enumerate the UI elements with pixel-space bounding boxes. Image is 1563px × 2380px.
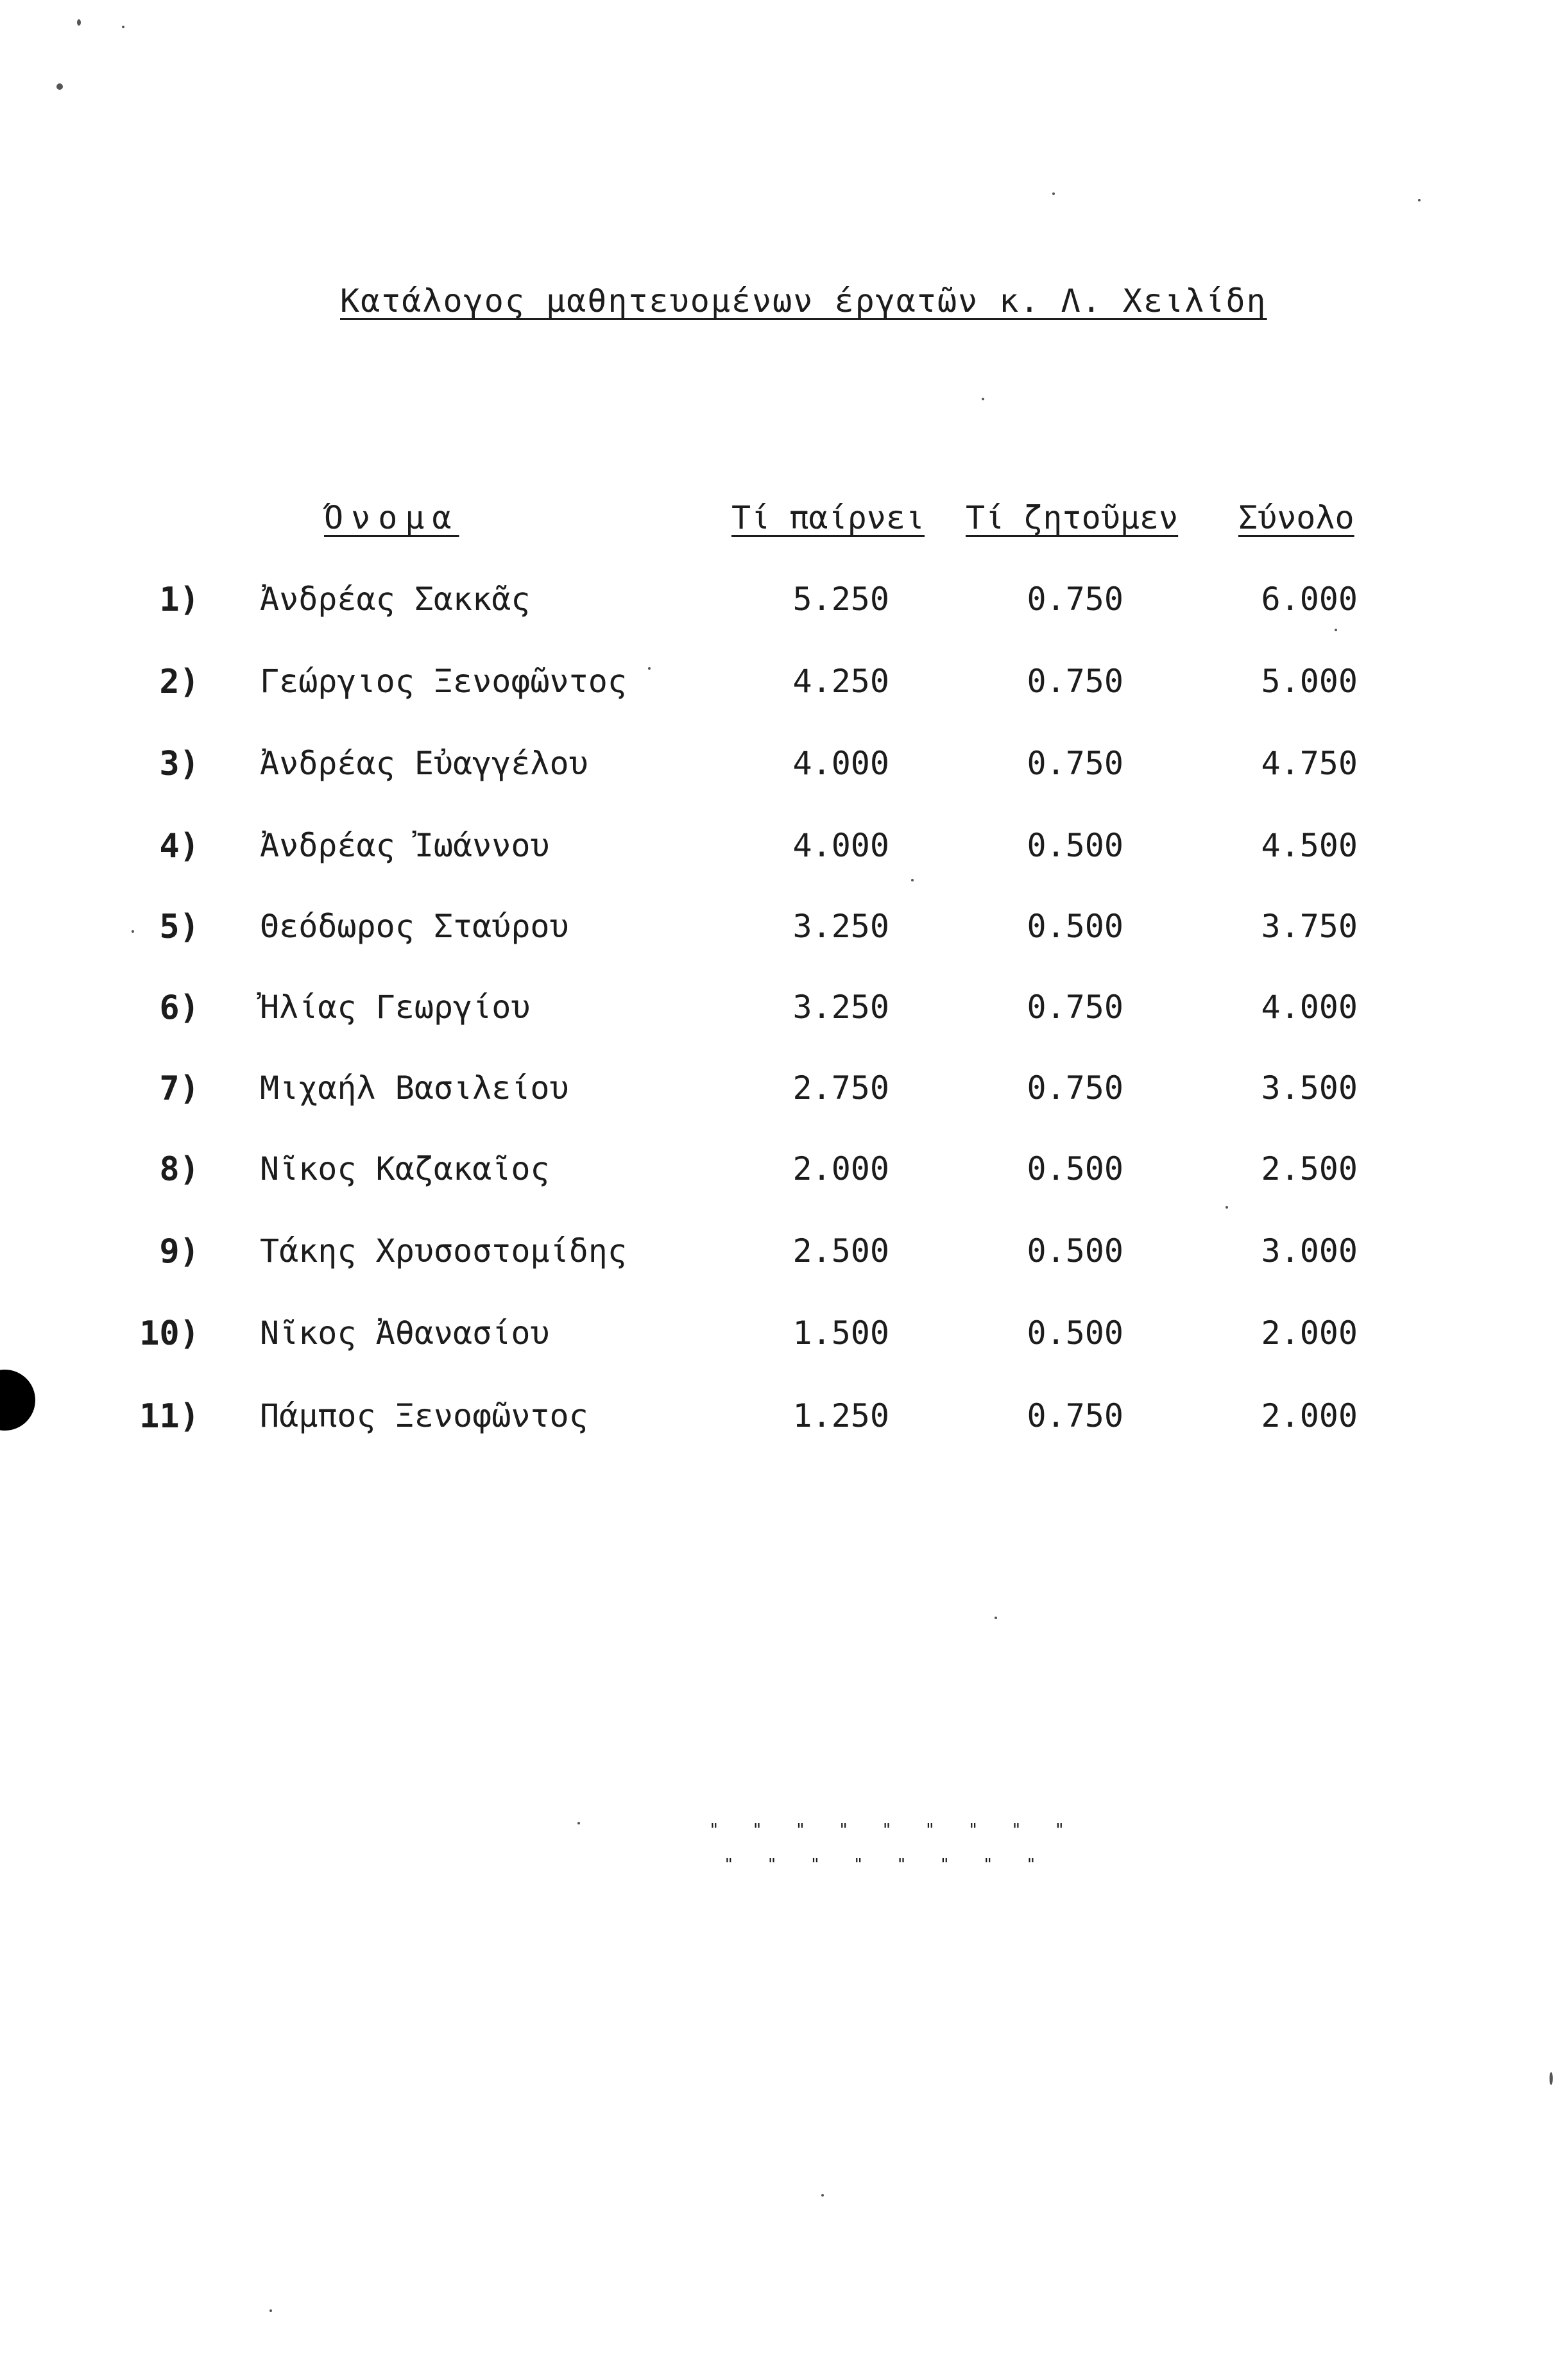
row-number: 11) bbox=[139, 1397, 200, 1436]
row-number: 7) bbox=[159, 1069, 200, 1108]
speck bbox=[56, 83, 63, 90]
column-header-gets: Τί παίρνει bbox=[731, 499, 925, 536]
total-value: 5.000 bbox=[1261, 663, 1358, 700]
ask-value: 0.750 bbox=[1027, 989, 1123, 1026]
table-row bbox=[0, 745, 1563, 796]
row-number: 4) bbox=[159, 827, 200, 865]
total-value: 3.000 bbox=[1261, 1232, 1358, 1270]
speck bbox=[77, 19, 81, 26]
gets-value: 2.500 bbox=[792, 1232, 889, 1270]
speck bbox=[648, 667, 651, 670]
speck bbox=[995, 1617, 997, 1619]
total-value: 2.000 bbox=[1261, 1397, 1358, 1434]
total-value: 4.000 bbox=[1261, 989, 1358, 1026]
worker-name: Ἀνδρέας Ἰωάννου bbox=[260, 827, 550, 864]
column-header-name: Όνομα bbox=[324, 499, 459, 536]
table-row bbox=[0, 1069, 1563, 1121]
table-row bbox=[0, 989, 1563, 1040]
row-number: 9) bbox=[159, 1232, 200, 1271]
row-number: 3) bbox=[159, 745, 200, 783]
ask-value: 0.500 bbox=[1027, 1150, 1123, 1187]
gets-value: 2.000 bbox=[792, 1150, 889, 1187]
table-row bbox=[0, 1232, 1563, 1284]
speck bbox=[122, 26, 124, 28]
worker-name: Νῖκος Καζακαῖος bbox=[260, 1150, 550, 1187]
speck bbox=[132, 930, 134, 933]
worker-name: Μιχαήλ Βασιλείου bbox=[260, 1069, 569, 1107]
worker-name: Τάκης Χρυσοστομίδης bbox=[260, 1232, 627, 1270]
row-number: 10) bbox=[139, 1314, 200, 1353]
speck bbox=[911, 879, 914, 881]
ask-value: 0.500 bbox=[1027, 1314, 1123, 1352]
table-row bbox=[0, 1150, 1563, 1202]
row-number: 2) bbox=[159, 663, 200, 701]
worker-name: Θεόδωρος Σταύρου bbox=[260, 908, 569, 945]
document-title: Κατάλογος μαθητευομένων έργατῶν κ. Λ. Χειλίδη bbox=[340, 282, 1267, 319]
total-value: 3.500 bbox=[1261, 1069, 1358, 1107]
speck bbox=[1052, 192, 1055, 195]
table-row bbox=[0, 581, 1563, 632]
total-value: 4.750 bbox=[1261, 745, 1358, 782]
ask-value: 0.500 bbox=[1027, 827, 1123, 864]
gets-value: 4.250 bbox=[792, 663, 889, 700]
column-header-total: Σύνολο bbox=[1238, 499, 1354, 536]
table-row bbox=[0, 1397, 1563, 1449]
closing-ornament-line-1: " " " " " " " " " bbox=[709, 1821, 1077, 1840]
ask-value: 0.500 bbox=[1027, 908, 1123, 945]
table-row bbox=[0, 827, 1563, 878]
total-value: 4.500 bbox=[1261, 827, 1358, 864]
gets-value: 4.000 bbox=[792, 827, 889, 864]
table-row bbox=[0, 908, 1563, 959]
ask-value: 0.750 bbox=[1027, 581, 1123, 618]
ask-value: 0.750 bbox=[1027, 1397, 1123, 1434]
gets-value: 1.250 bbox=[792, 1397, 889, 1434]
worker-name: Νῖκος Ἀθανασίου bbox=[260, 1314, 550, 1352]
gets-value: 3.250 bbox=[792, 908, 889, 945]
closing-ornament-line-2: " " " " " " " " bbox=[724, 1855, 1048, 1874]
row-number: 6) bbox=[159, 989, 200, 1027]
row-number: 5) bbox=[159, 908, 200, 946]
speck bbox=[821, 2194, 824, 2197]
total-value: 2.500 bbox=[1261, 1150, 1358, 1187]
worker-name: Πάμπος Ξενοφῶντος bbox=[260, 1397, 588, 1434]
speck bbox=[982, 398, 984, 400]
gets-value: 3.250 bbox=[792, 989, 889, 1026]
gets-value: 5.250 bbox=[792, 581, 889, 618]
gets-value: 4.000 bbox=[792, 745, 889, 782]
total-value: 2.000 bbox=[1261, 1314, 1358, 1352]
total-value: 6.000 bbox=[1261, 581, 1358, 618]
speck bbox=[1418, 199, 1421, 201]
speck bbox=[269, 2309, 272, 2312]
speck bbox=[1335, 629, 1337, 631]
speck bbox=[1226, 1206, 1228, 1209]
gets-value: 2.750 bbox=[792, 1069, 889, 1107]
column-header-ask: Τί ζητοῦμεν bbox=[966, 499, 1179, 536]
ask-value: 0.500 bbox=[1027, 1232, 1123, 1270]
table-row bbox=[0, 663, 1563, 714]
speck bbox=[577, 1822, 580, 1824]
speck bbox=[1550, 2072, 1553, 2085]
table-row bbox=[0, 1314, 1563, 1366]
worker-name: Γεώργιος Ξενοφῶντος bbox=[260, 663, 627, 700]
ask-value: 0.750 bbox=[1027, 1069, 1123, 1107]
gets-value: 1.500 bbox=[792, 1314, 889, 1352]
ask-value: 0.750 bbox=[1027, 745, 1123, 782]
worker-name: Ἀνδρέας Εὐαγγέλου bbox=[260, 745, 588, 782]
total-value: 3.750 bbox=[1261, 908, 1358, 945]
ask-value: 0.750 bbox=[1027, 663, 1123, 700]
worker-name: Ἠλίας Γεωργίου bbox=[260, 989, 531, 1026]
worker-name: Ἀνδρέας Σακκᾶς bbox=[260, 581, 531, 618]
row-number: 1) bbox=[159, 581, 200, 619]
row-number: 8) bbox=[159, 1150, 200, 1189]
